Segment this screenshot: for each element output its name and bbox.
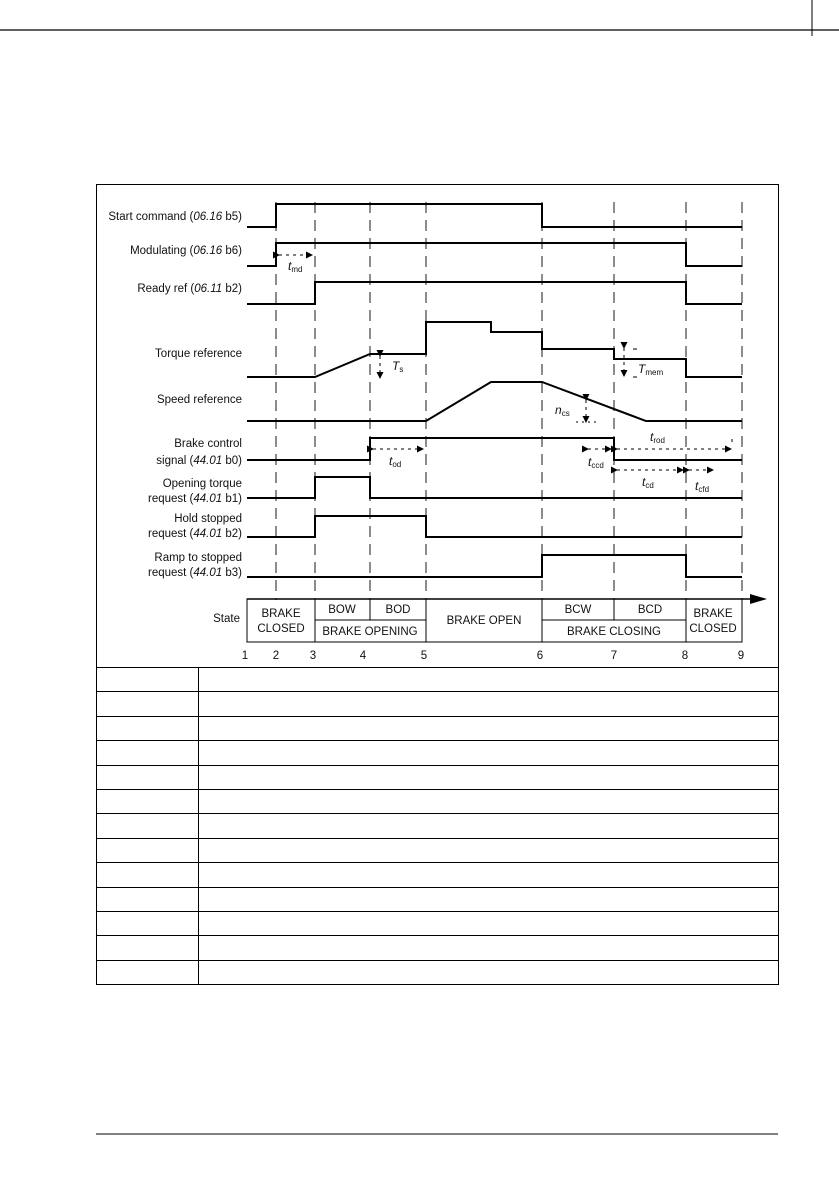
label-torque-reference: Torque reference <box>155 348 242 360</box>
state-brake-closed-1-line1: BRAKE <box>261 608 301 620</box>
label-ramp-to-stopped-1: Ramp to stopped <box>154 552 242 564</box>
state-brake-open: BRAKE OPEN <box>446 615 522 627</box>
label-opening-torque-2: request (44.01 b1) <box>147 493 242 505</box>
state-brake-closed-2-line2: CLOSED <box>689 623 737 635</box>
state-bcw: BCW <box>564 604 592 616</box>
time-point-8: 8 <box>681 650 689 662</box>
signal-labels <box>108 211 242 579</box>
wave-torque-reference <box>247 322 742 377</box>
state-row <box>213 594 767 642</box>
label-hold-stopped-2: request (44.01 b2) <box>147 528 242 540</box>
wave-hold-stopped <box>247 516 742 537</box>
waveforms <box>247 204 742 577</box>
time-point-5: 5 <box>420 650 428 662</box>
time-point-2: 2 <box>272 650 280 662</box>
t-rod-label: trod <box>650 430 665 445</box>
state-brake-closed-2-line1: BRAKE <box>693 608 733 620</box>
time-point-1: 1 <box>241 650 249 662</box>
time-point-6: 6 <box>536 650 544 662</box>
t-md-label: tmd <box>288 259 303 274</box>
t-mem-label: Tmem <box>638 362 664 377</box>
wave-opening-torque <box>247 477 742 498</box>
state-label: State <box>213 613 240 625</box>
t-od-label: tod <box>389 454 402 469</box>
time-point-3: 3 <box>309 650 317 662</box>
wave-ramp-to-stopped <box>247 555 742 577</box>
n-cs-label: ncs <box>555 403 570 418</box>
label-brake-control-2: signal (44.01 b0) <box>156 455 242 467</box>
state-bod: BOD <box>385 604 411 616</box>
label-start-command: Start command (06.16 b5) <box>108 211 242 223</box>
label-hold-stopped-1: Hold stopped <box>174 513 242 525</box>
t-cfd-label: tcfd <box>695 479 710 494</box>
label-ready-ref: Ready ref (06.11 b2) <box>137 283 242 295</box>
wave-modulating <box>247 243 742 266</box>
wave-speed-reference <box>247 382 742 421</box>
timing-annotations <box>279 255 732 494</box>
label-modulating: Modulating (06.16 b6) <box>130 245 242 257</box>
label-ramp-to-stopped-2: request (44.01 b3) <box>147 567 242 579</box>
t-s-label: Ts <box>392 359 404 374</box>
label-brake-control-1: Brake control <box>174 438 242 450</box>
label-opening-torque-1: Opening torque <box>162 478 242 490</box>
state-brake-closing: BRAKE CLOSING <box>567 626 661 638</box>
time-point-numbers <box>242 650 744 662</box>
time-point-9: 9 <box>737 650 745 662</box>
time-axis-arrowhead <box>750 594 767 604</box>
label-speed-reference: Speed reference <box>156 394 242 406</box>
time-point-4: 4 <box>359 650 367 662</box>
t-cd-label: tcd <box>642 475 654 490</box>
time-grid <box>276 202 742 600</box>
legend-table <box>97 668 779 985</box>
wave-ready-ref <box>247 282 742 304</box>
t-ccd-label: tccd <box>588 455 604 470</box>
time-point-7: 7 <box>610 650 618 662</box>
state-bow: BOW <box>328 604 356 616</box>
state-brake-closed-1-line2: CLOSED <box>257 623 305 635</box>
state-bcd: BCD <box>637 604 663 616</box>
wave-start-command <box>247 204 742 227</box>
state-brake-opening: BRAKE OPENING <box>322 626 418 638</box>
